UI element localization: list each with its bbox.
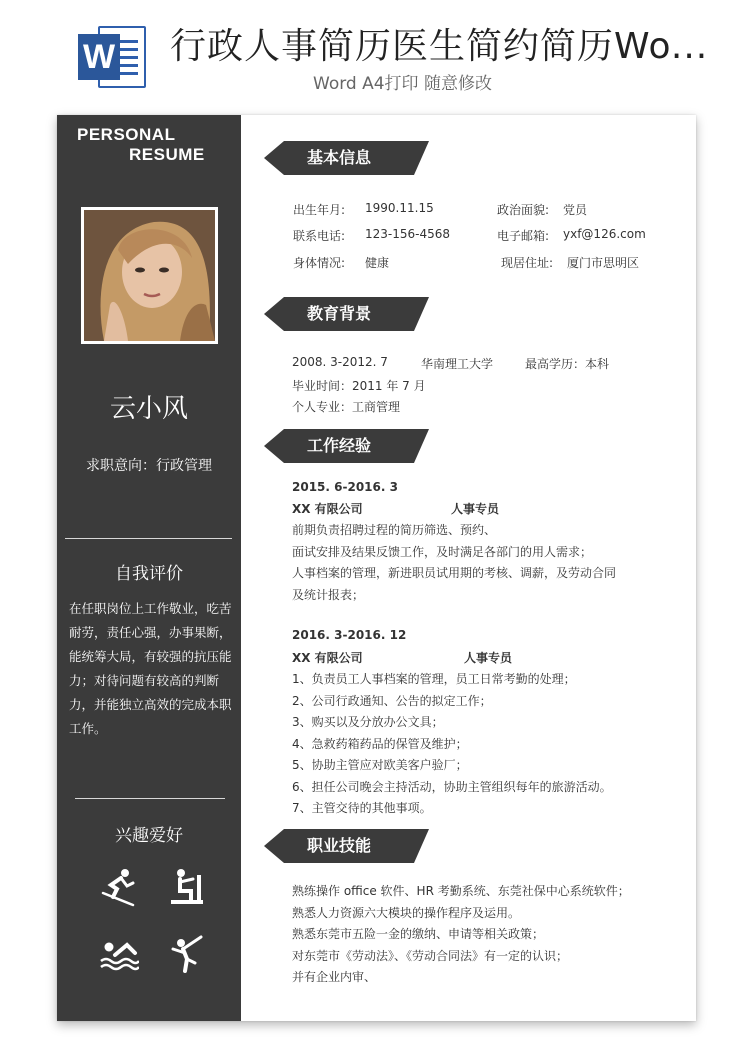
address-value: 厦门市思明区: [567, 256, 640, 270]
phone-value: 123-156-4568: [365, 227, 451, 241]
brand-line-1: PERSONAL: [77, 125, 176, 144]
phone-label: 联系电话:: [293, 229, 346, 243]
swimming-icon: [99, 933, 139, 973]
skill-line: 熟练操作 office 软件、HR 考勤系统、东莞社保中心系统软件；: [292, 884, 630, 898]
skill-line: 熟悉人力资源六大模块的操作程序及运用。: [292, 906, 521, 920]
work-line: 7、主管交待的其他事项。: [292, 801, 432, 815]
work-line: 及统计报表；: [292, 588, 365, 602]
section-header-work: 工作经验: [264, 429, 429, 463]
education-school: 华南理工大学: [421, 357, 494, 371]
birth-label: 出生年月:: [293, 203, 346, 217]
work-line: 6、担任公司晚会主持活动，协助主管组织每年的旅游活动。: [292, 780, 612, 794]
work-position: 人事专员: [464, 651, 513, 665]
education-graduation: 毕业时间：2011 年 7 月: [292, 379, 426, 393]
work-line: 人事档案的管理，新进职员试用期的考核、调薪，及劳动合同: [292, 566, 617, 580]
skill-line: 对东莞市《劳动法》、《劳动合同法》有一定的认识；: [292, 949, 569, 963]
self-evaluation-heading: 自我评价: [115, 564, 183, 584]
work-line: 5、协助主管应对欧美客户验厂；: [292, 758, 468, 772]
work-position: 人事专员: [451, 502, 500, 516]
work-line: 前期负责招聘过程的简历筛选、预约、: [292, 523, 497, 537]
education-major: 个人专业：工商管理: [292, 400, 401, 414]
resume-sidebar: [57, 115, 241, 1021]
politics-label: 政治面貌:: [497, 203, 550, 217]
work-period: 2015. 6-2016. 3: [292, 480, 398, 494]
profile-photo: [81, 207, 218, 344]
health-label: 身体情况:: [293, 256, 346, 270]
work-line: 4、急救药箱药品的保管及维护；: [292, 737, 468, 751]
work-line: 2、公司行政通知、公告的拟定工作；: [292, 694, 492, 708]
self-evaluation-text: 在任职岗位上工作敬业，吃苦耐劳，责任心强，办事果断，能统筹大局，有较强的抗压能力；对待问题有较高的判断力，并能独立高效的完成本职工作。: [69, 601, 232, 736]
work-period: 2016. 3-2016. 12: [292, 628, 407, 642]
work-company: XX 有限公司: [292, 502, 363, 516]
skill-line: 并有企业内审、: [292, 970, 377, 984]
brand-line-2: RESUME: [129, 145, 205, 164]
hobbies-heading: 兴趣爱好: [115, 826, 183, 846]
sidebar-divider: [65, 538, 232, 539]
resume-page: [57, 115, 696, 1021]
work-line: 面试安排及结果反馈工作，及时满足各部门的用人需求；: [292, 545, 593, 559]
candidate-name: 云小风: [109, 394, 188, 424]
birth-value: 1990.11.15: [365, 201, 434, 215]
education-period: 2008. 3-2012. 7: [292, 355, 388, 369]
document-title: 行政人事简历医生简约简历Wo...: [170, 26, 709, 67]
section-header-skills: 职业技能: [264, 829, 429, 863]
resume-main: [241, 115, 696, 1021]
education-degree: 最高学历：本科: [525, 357, 610, 371]
work-line: 3、购买以及分放办公文具；: [292, 715, 444, 729]
sidebar-divider: [75, 798, 225, 799]
fitness-icon: [167, 867, 207, 907]
job-intent: 求职意向：行政管理: [86, 458, 212, 474]
document-subtitle: Word A4打印 随意修改: [313, 74, 492, 94]
email-label: 电子邮箱:: [497, 229, 550, 243]
section-header-education: 教育背景: [264, 297, 429, 331]
skiing-icon: [99, 867, 139, 907]
health-value: 健康: [365, 256, 390, 270]
skill-line: 熟悉东莞市五险一金的缴纳、申请等相关政策；: [292, 927, 545, 941]
email-value: yxf@126.com: [563, 227, 646, 241]
work-line: 1、负责员工人事档案的管理，员工日常考勤的处理；: [292, 672, 576, 686]
work-company: XX 有限公司: [292, 651, 363, 665]
yoga-icon: [167, 933, 207, 973]
politics-value: 党员: [563, 203, 588, 217]
section-header-basic: 基本信息: [264, 141, 429, 175]
header-banner: [0, 0, 750, 100]
address-label: 现居住址:: [501, 256, 554, 270]
word-document-icon: W: [78, 22, 148, 94]
